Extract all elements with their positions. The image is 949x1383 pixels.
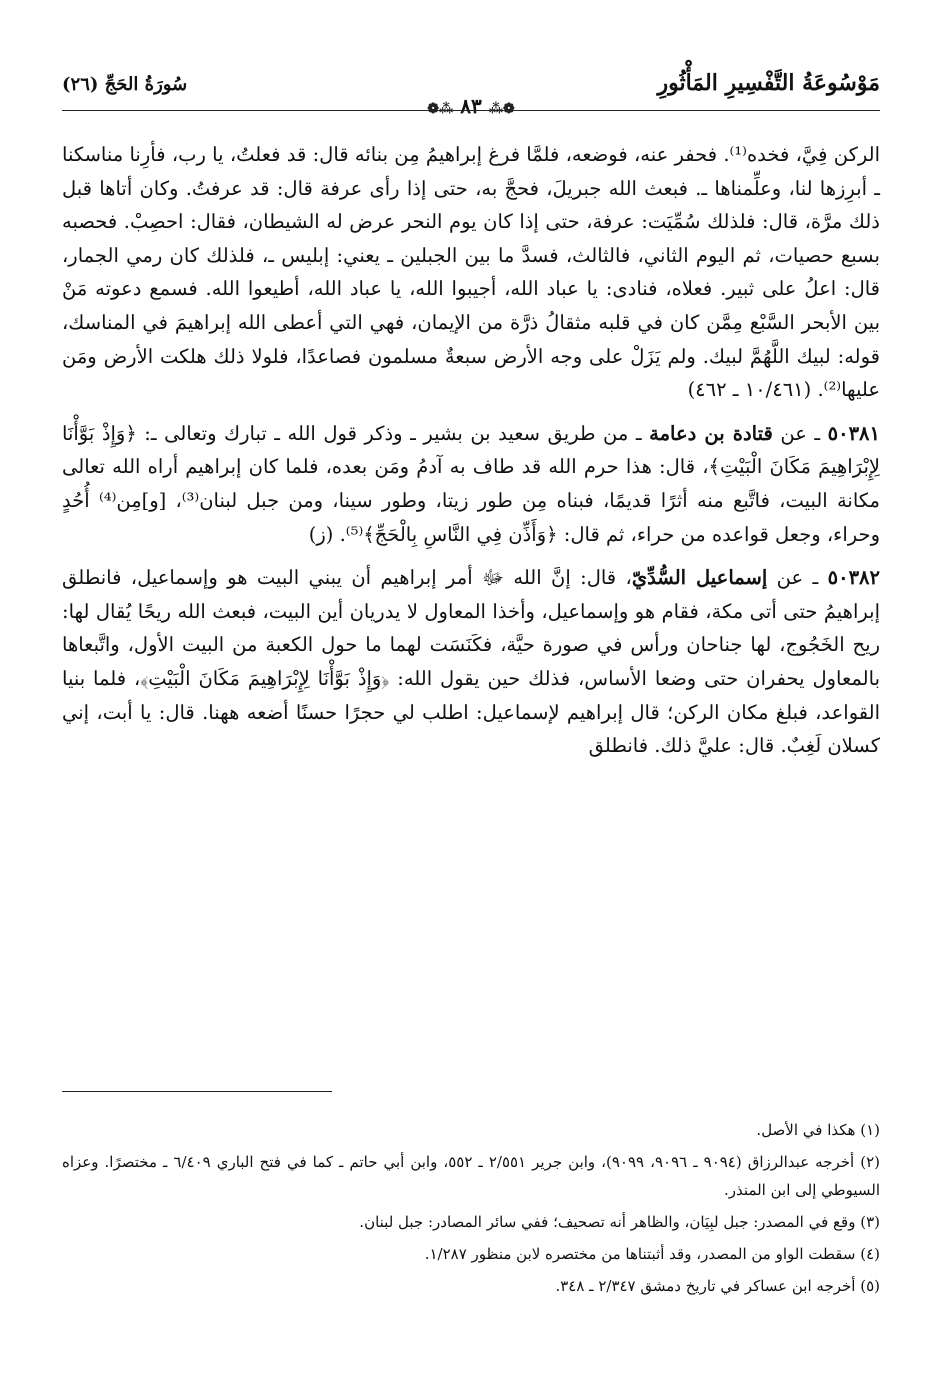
paragraph-text: ، قال: إنَّ الله ﷻ أمر إبراهيم أن يبني البيت هو وإسماعيل، فانطلق إبراهيمُ حتى أتى مكة، فقام هو وإسماعيل، وأخذا المعاول لا يدريان أين البيت، فبعث الله ريحًا يُقال لها: ريح الخَجُوج، لها جناحان ورأس في صورة حيَّة، فكَنَسَت لهما ما حول الكعبة من البيت الأول، واتَّبعاها بالمعاول يحفران حتى وضعا الأساس، فذلك حين يقول الله: ﴿وَإِذْ بَوَّأْنَا لِإِبْرَاهِيمَ مَكَانَ الْبَيْتِ﴾، فلما بنيا القواعد، فبلغ مكان الركن؛ قال إبراهيم لإسماعيل: اطلب لي حجرًا حسنًا أضعه ههنا. قال: يا أبت، إني كسلان لَغِبٌ. قال: عليَّ ذلك. فانطلق [62,566,880,758]
narration-number: ٥٠٣٨٢ [827,566,881,590]
footnote-separator [62,1091,332,1092]
ornament-icon: ⁂❁ [427,101,454,117]
header-divider [62,110,880,111]
footnote: (٥) أخرجه ابن عساكر في تاريخ دمشق ٢/٣٤٧ ـ ٣٤٨. [555,1277,880,1295]
book-title: مَوْسُوعَةُ التَّفْسِيرِ المَأْثُورِ [657,70,880,96]
surah-title: سُورَةُ الحَجِّ (٢٦) [62,74,188,95]
footnote: (٤) سقطت الواو من المصدر، وقد أثبتناها من مختصره لابن منظور ١/٢٨٧. [424,1245,880,1263]
dash: ـ عن [772,421,821,445]
page-header [62,70,880,118]
paragraph-continuation [62,138,880,407]
narrator-name: إسماعيل السُّدِّيّ [631,566,768,590]
main-text [62,138,880,773]
narration-50382 [62,561,880,763]
page-number: ٨٣ [460,94,482,118]
dash: ـ عن [767,566,819,590]
narrator-name: قتادة بن دعامة [649,421,773,445]
ornament-icon: ❁⁂ [488,101,515,117]
paragraph-text: ـ من طريق سعيد بن بشير ـ وذكر قول الله ـ تبارك وتعالى ـ: ﴿وَإِذْ بَوَّأْنَا لِإِبْرَاهِيمَ مَكَانَ الْبَيْتِ﴾، قال: هذا حرم الله قد طاف به آدمُ ومَن بعده، فلما كان إبراهيم أراه الله تعالى مكانة البيت، فاتَّبع منه أثرًا قديمًا، فبناه مِن طور زيتا، وطور سينا، ومن جبل لبنان⁽³⁾، [و]مِن⁽⁴⁾ أُحُدٍ وحراء، وجعل قواعده من حراء، ثم قال: ﴿وَأَذِّن فِي النَّاسِ بِالْحَجِّ﴾⁽⁵⁾. (ز) [62,421,880,546]
footnotes [62,1116,880,1304]
narration-50381 [62,417,880,551]
paragraph-text: الركن فِيَّ، فخده⁽¹⁾. فحفر عنه، فوضعه، فلمَّا فرغ إبراهيمُ مِن بنائه قال: قد فعلتُ، يا رب، فأرِنا مناسكنا ـ أبرِزها لنا، وعلِّمناها ـ. فبعث الله جبريلَ، فحجَّ به، حتى إذا رأى عرفة قال: قد عرفتُ. وكان أتاها قبل ذلك مرَّة، قال: فلذلك سُمِّيَت: عرفة، حتى إذا كان يوم النحر عرض له الشيطان، فقال: احصِبْ. فحصبه بسبع حصيات، ثم اليوم الثاني، فالثالث، فسدَّ ما بين الجبلين ـ يعني: إبليس ـ، فلذلك كان رمي الجمار، قال: اعلُ على ثبير. فعلاه، فنادى: يا عباد الله، أجيبوا الله، يا عباد الله، أطيعوا الله. فسمع دعوته مَنْ بين الأبحر السَّبْع مِمَّن كان في قلبه مثقالُ ذرَّة من الإيمان، فهي التي أعطى الله إبراهيمَ في المناسك، قوله: لبيك اللَّهُمَّ لبيك. ولم يَزَلْ على وجه الأرض سبعةٌ مسلمون فصاعدًا، فلولا ذلك هلكت الأرض ومَن عليها⁽²⁾. (١٠/٤٦١ ـ ٤٦٢) [62,143,880,402]
footnote: (٣) وقع في المصدر: جبل لبِيَان، والظاهر أنه تصحيف؛ ففي سائر المصادر: جبل لبنان. [359,1213,880,1231]
book-page [62,58,880,1358]
footnote: (١) هكذا في الأصل. [756,1121,880,1139]
footnote: (٢) أخرجه عبدالرزاق (٩٠٩٤ ـ ٩٠٩٦، ٩٠٩٩)، وابن جرير ٢/٥٥١ ـ ٥٥٢، وابن أبي حاتم ـ كما في فتح الباري ٦/٤٠٩ ـ مختصرًا. وعزاه السيوطي إلى ابن المنذر. [62,1153,880,1199]
page-number-block [427,94,515,118]
narration-number: ٥٠٣٨١ [827,421,880,445]
